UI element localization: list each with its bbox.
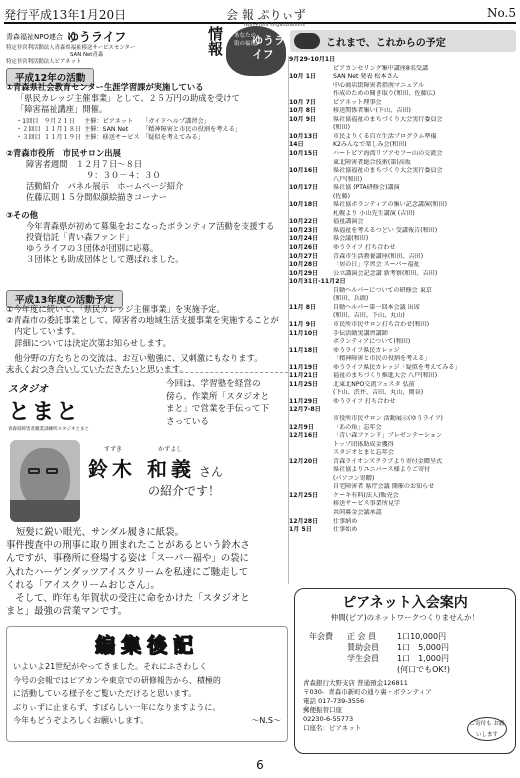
schedule-date: 10月 9日 bbox=[289, 115, 317, 123]
schedule-text: 青森市生活教養講座(和田、吉田) bbox=[333, 252, 424, 260]
join-title: ピアネット入会案内 bbox=[342, 595, 468, 611]
schedule-text: ピアネット理事会 bbox=[333, 98, 382, 106]
schedule-item bbox=[289, 210, 518, 219]
schedule-date: 10月 1日 bbox=[289, 73, 317, 81]
schedule-date: 10月28日 bbox=[289, 261, 319, 269]
editorial-signature: ～N.S～ bbox=[251, 716, 281, 725]
schedule-text: 共同募金会議承認 bbox=[333, 508, 382, 516]
schedule-header bbox=[290, 30, 516, 52]
join-addr-label: 〒030- bbox=[303, 688, 325, 696]
fee-note: (何口でもOK!) bbox=[397, 665, 450, 674]
schedule-date bbox=[289, 500, 333, 509]
schedule-item bbox=[289, 244, 518, 253]
studio-body bbox=[6, 526, 288, 618]
schedule-item bbox=[289, 518, 518, 527]
schedule-item bbox=[289, 381, 518, 390]
studio-logo-name: とまと bbox=[8, 400, 81, 425]
h12-s2-title: ②青森市役所 市民サロン出展 bbox=[6, 147, 121, 158]
schedule-text: 「青い森ファンド」プレゼンテーション bbox=[333, 432, 443, 440]
schedule-text: 移送サービス事業所見学 bbox=[333, 500, 401, 508]
schedule-date: 10月13日 bbox=[289, 132, 319, 140]
schedule-item bbox=[289, 56, 518, 65]
h13-line: 他分野の方たちとの交流は、お互い勉強に、又刺激にもなります。 bbox=[6, 352, 263, 363]
schedule-text: 福祉講演会 bbox=[333, 218, 364, 226]
schedule-text: 「精神障害と市民の役割を考える」 bbox=[333, 355, 431, 363]
join-subtitle: 仲間(ピア)のネットワークつくりませんか！ bbox=[330, 613, 480, 622]
schedule-item bbox=[289, 406, 518, 415]
schedule-date bbox=[289, 466, 333, 475]
banner-title: ゆうライフ bbox=[252, 34, 285, 61]
schedule-date: 11月19日 bbox=[289, 363, 319, 371]
schedule-list bbox=[288, 56, 518, 584]
schedule-date: 10月26日 bbox=[289, 244, 319, 252]
schedule-date: 10月22日 bbox=[289, 218, 319, 226]
schedule-item bbox=[289, 389, 518, 398]
schedule-date bbox=[289, 449, 333, 458]
schedule-date bbox=[289, 193, 333, 202]
schedule-date: 10月16日 bbox=[289, 167, 319, 175]
schedule-text: 県社協福祉のまちづくり大会実行委員会 bbox=[333, 167, 443, 175]
schedule-item bbox=[289, 295, 518, 304]
schedule-item bbox=[289, 235, 518, 244]
schedule-date bbox=[289, 389, 333, 398]
h13-line: ②青森市の委託事業として、障害者の地域生活支援事業を実施することが bbox=[6, 315, 279, 326]
schedule-date: 12月20日 bbox=[289, 457, 319, 465]
schedule-item bbox=[289, 372, 518, 381]
schedule-text: SAN Net 発表 松本さん bbox=[333, 73, 399, 81]
schedule-item bbox=[289, 432, 518, 441]
schedule-text: ゆうライフ県民カレッジ「疑似を考えてみる」 bbox=[333, 363, 461, 371]
schedule-item bbox=[289, 167, 518, 176]
join-fax: 02230-6-55773 bbox=[303, 715, 354, 723]
schedule-date: 11月 8日 bbox=[289, 303, 317, 311]
schedule-text: 県社協福祉のまちづくり大会実行委員会 bbox=[333, 115, 443, 123]
schedule-text: スタジオとまと忘年会 bbox=[333, 449, 394, 457]
h12-s3-title: ③その他 bbox=[6, 209, 38, 220]
editorial-line: いよいよ21世紀がやってきました。それにふさわしく bbox=[13, 662, 208, 671]
fee-row: 学生会員 1口 1,000円 bbox=[347, 654, 449, 663]
org-line-3: SAN Net青森 bbox=[70, 52, 104, 58]
studio-logo-top: スタジオ bbox=[8, 384, 48, 395]
h12-s1-line3: 「障害福祉講座」開催。 bbox=[16, 104, 108, 115]
schedule-item bbox=[289, 261, 518, 270]
schedule-item bbox=[289, 193, 518, 202]
h12-s2-line: 佐藤広則１５分間似顔絵描きコーナー bbox=[26, 192, 168, 203]
schedule-text: ゆうライフ 打ち合わせ bbox=[333, 397, 396, 405]
schedule-date: 11月21日 bbox=[289, 372, 319, 380]
schedule-text bbox=[333, 278, 518, 287]
schedule-date bbox=[289, 338, 333, 347]
schedule-date: 10月18日 bbox=[289, 201, 319, 209]
schedule-date bbox=[289, 312, 333, 321]
schedule-item bbox=[289, 398, 518, 407]
schedule-date: 12月28日 bbox=[289, 517, 319, 525]
schedule-date bbox=[289, 176, 333, 185]
schedule-date bbox=[289, 287, 333, 296]
h12-s2-line: 活動紹介 パネル展示 ホームページ紹介 bbox=[26, 181, 184, 192]
schedule-item bbox=[289, 475, 518, 484]
schedule-text: 仕事始め bbox=[333, 526, 358, 534]
schedule-date: 11月25日 bbox=[289, 380, 319, 388]
h13-line: 末永くおつき合いしていただきたいと思います。 bbox=[6, 364, 188, 375]
schedule-text: 県社協ボランティアの集い記念講演(和田) bbox=[333, 201, 447, 209]
schedule-item bbox=[289, 526, 518, 535]
schedule-item bbox=[289, 312, 518, 321]
schedule-text: 市民所市民サロン打ち合わせ(和田) bbox=[333, 320, 430, 328]
studio-name-block bbox=[88, 444, 288, 499]
schedule-item bbox=[289, 116, 518, 125]
schedule-item bbox=[289, 253, 518, 262]
schedule-text: 県社協 (PTA研修会)講演 bbox=[333, 184, 400, 192]
schedule-date bbox=[289, 210, 333, 219]
schedule-date: 11月 9日 bbox=[289, 320, 317, 328]
studio-body-line: 入れたハーゲンダッツアイスクリームを私達にご馳走して bbox=[6, 566, 249, 578]
h12-s1-title: ①青森県社会教育センター生涯学習課が実施している bbox=[6, 82, 204, 92]
schedule-item bbox=[289, 458, 518, 467]
editorial-line: 今年もどうぞよろしくお願いします。 bbox=[13, 716, 149, 725]
schedule-date: 1月 5日 bbox=[289, 526, 312, 534]
schedule-date bbox=[289, 65, 333, 74]
org-line-2: 特定非営利活動法人青森県福祉移送サービスセンター bbox=[6, 45, 136, 51]
schedule-date: 14日 bbox=[289, 141, 304, 149]
schedule-date bbox=[289, 90, 333, 99]
h13-line: 内定しています。 bbox=[6, 326, 81, 337]
schedule-item bbox=[289, 500, 518, 509]
schedule-date: 12月7-8日 bbox=[289, 406, 321, 414]
banner-sub-1: あなたの bbox=[234, 33, 257, 39]
join-phone: 電話 017-739-3556 bbox=[303, 697, 365, 705]
schedule-item bbox=[289, 141, 518, 150]
banner-sub-2: 街の福祉 bbox=[234, 41, 257, 47]
schedule-date bbox=[289, 415, 333, 424]
studio-intro-line: さっている bbox=[166, 416, 209, 427]
schedule-text: ハートピア海湾リプアセフー山の交流会 bbox=[333, 150, 443, 158]
schedule-text: 手伝活動実講習講師 bbox=[333, 329, 388, 337]
schedule-date: 9月29-10月1日 bbox=[289, 56, 336, 63]
schedule-text: ピアカンセリング集中講座8名受講 bbox=[333, 64, 429, 72]
seminar-row: ・1回目 ９月２１日 主催：ピアネット 「ガイドヘルプ講習会」 bbox=[16, 117, 210, 125]
schedule-item bbox=[289, 150, 518, 159]
schedule-text: (和田、兵頭) bbox=[333, 295, 369, 303]
studio-body-line: んですが、事務所に登場する姿は「スーパー福や」の袋に bbox=[6, 553, 249, 565]
schedule-text: 札幌より 小山先生講演 (吉田) bbox=[333, 209, 415, 217]
schedule-item bbox=[289, 184, 518, 193]
schedule-item bbox=[289, 133, 518, 142]
schedule-text: ケーキ有料(法人)販売会 bbox=[333, 491, 399, 499]
schedule-item bbox=[289, 107, 518, 116]
studio-body-line: くれる「アイスクリームおじさん」。 bbox=[6, 579, 160, 591]
schedule-text: 県会議(和田) bbox=[333, 235, 369, 243]
schedule-item bbox=[289, 73, 518, 82]
schedule-item bbox=[289, 201, 518, 210]
schedule-text: 青森ライオンズクラブより寄付金贈呈式 bbox=[333, 457, 443, 465]
schedule-date bbox=[289, 82, 333, 91]
schedule-date: 10月15日 bbox=[289, 150, 319, 158]
org-line-4: 特定非営利活動法人ピアネット bbox=[6, 59, 82, 65]
schedule-item bbox=[289, 218, 518, 227]
issue-number: No.5 bbox=[487, 6, 516, 20]
schedule-text bbox=[333, 56, 518, 65]
schedule-date bbox=[289, 441, 333, 450]
schedule-text: K2みんなで楽しみ会(和田) bbox=[333, 141, 407, 149]
h12-s1-line2: 「県民カレッジ主催事業」として、２５万円の助成を受けて bbox=[16, 93, 240, 104]
schedule-item bbox=[289, 321, 518, 330]
banner-label: 情報 bbox=[206, 26, 224, 56]
schedule-date: 10月 7日 bbox=[289, 98, 317, 106]
schedule-text: ゆうライフ県民カレッジ bbox=[333, 346, 400, 354]
fee-row: 正 会 員 1口10,000円 bbox=[347, 632, 447, 641]
schedule-date: 10月24日 bbox=[289, 235, 319, 243]
schedule-text: 東北障害者総合技術(第)高坂 bbox=[333, 158, 411, 166]
schedule-date bbox=[289, 295, 333, 304]
studio-body-line: 短髪に鋭い眼光、サンダル履きに紙袋。 bbox=[16, 527, 184, 538]
schedule-item bbox=[289, 287, 518, 296]
schedule-text: (下山、渋井、吉田、丸山、岡谷) bbox=[333, 389, 424, 397]
schedule-item bbox=[289, 65, 518, 74]
studio-logo-sub: 青森県障害者職業訓練所スタジオとまと bbox=[8, 427, 89, 432]
schedule-item bbox=[289, 424, 518, 433]
page-header bbox=[4, 4, 516, 24]
portrait-photo bbox=[10, 440, 80, 522]
schedule-item bbox=[289, 124, 518, 133]
editorial-line: に活動している様子をご覧いただけると思います。 bbox=[13, 689, 197, 698]
schedule-item bbox=[289, 278, 518, 287]
schedule-date bbox=[289, 124, 333, 133]
donation-stamp: ご寄付も お願いします bbox=[467, 717, 507, 741]
schedule-text: 北東北NPO交流フェスタ 弘前 bbox=[333, 380, 415, 388]
banner-kicker: Non-Profit Organizations bbox=[244, 22, 305, 28]
schedule-item bbox=[289, 270, 518, 279]
schedule-text: 市民よりくる自立生活プログラム準備 bbox=[333, 132, 437, 140]
editorial-box bbox=[6, 626, 288, 742]
newsletter-title: 会 報 ぷりぃず bbox=[226, 8, 306, 22]
h12-s2-line: 障害者週間 １２月７日～８日 bbox=[26, 158, 143, 169]
schedule-text: 「あの角」忘年会 bbox=[333, 423, 382, 431]
schedule-date: 10月29日 bbox=[289, 269, 319, 277]
seminar-row: ・３回目 １１月１９日 主催：移送サービス 「疑似を考えてみる」 bbox=[16, 133, 204, 141]
fee-label: 年会費 bbox=[309, 632, 333, 641]
studio-intro-line: 今回は、学習塾を経営の bbox=[166, 379, 261, 389]
schedule-date: 10月23日 bbox=[289, 226, 319, 234]
h13-line: ①今年度に続いて、「県民カレッジ主催事業」を実施予定。 bbox=[6, 304, 225, 314]
schedule-date bbox=[289, 475, 333, 484]
schedule-item bbox=[289, 176, 518, 185]
schedule-date: 11月10日 bbox=[289, 329, 319, 337]
schedule-text: 中心商店街障害者指南マニュアル bbox=[333, 81, 425, 89]
schedule-item bbox=[289, 492, 518, 501]
join-bank: 青森銀行大野支店 普通預金126811 bbox=[303, 679, 408, 687]
schedule-text: 八戸(和田) bbox=[333, 175, 363, 183]
join-holder: 口座名：ピアネット bbox=[303, 724, 362, 732]
h13-tag: 平成13年度の活動予定 bbox=[6, 290, 123, 308]
schedule-text: 県福祉を考えるつどい 受講報告(和田) bbox=[333, 226, 438, 234]
studio-body-line: まと」最強の営業マンです。 bbox=[6, 606, 128, 618]
schedule-date: 12月9日 bbox=[289, 423, 314, 431]
editorial-title: 編集後記 bbox=[95, 633, 199, 657]
schedule-text: ボランティアについて(和田) bbox=[333, 338, 411, 346]
schedule-text: 移送関係者集い(下山、吉田) bbox=[333, 107, 411, 115]
schedule-text: トップ団体助成金獲得 bbox=[333, 440, 394, 448]
schedule-item bbox=[289, 364, 518, 373]
schedule-text: 仕事納め bbox=[333, 517, 358, 525]
schedule-date: 11月29日 bbox=[289, 397, 319, 405]
issue-date: 発行平成13年1月20日 bbox=[4, 8, 127, 22]
schedule-item bbox=[289, 415, 518, 424]
studio-body-line: 事件捜査中の刑事に取り囲まれたことがあるという鈴木さ bbox=[6, 540, 250, 552]
schedule-text: ゆうライフ 打ち合わせ bbox=[333, 244, 396, 252]
schedule-date bbox=[289, 509, 333, 518]
h12-s3-line: ゆうライフの３団体が団別に応募。 bbox=[26, 243, 159, 254]
join-addr: 青森市新町の通り裏・ボランティア bbox=[328, 688, 432, 696]
org-line-1: 青森福祉NPO連合 bbox=[6, 32, 63, 41]
schedule-title: これまで、これからの予定 bbox=[326, 38, 446, 49]
h12-s3-line: 今年青森県が初めて募集をおこなったボランティア活動を支援する bbox=[26, 220, 275, 231]
schedule-item bbox=[289, 90, 518, 99]
schedule-text bbox=[333, 406, 518, 415]
schedule-date bbox=[289, 483, 333, 492]
studio-intro-line: 傍ら、作業所「スタジオと bbox=[166, 391, 270, 402]
schedule-icon bbox=[294, 33, 320, 49]
schedule-text: 自宅障害者 県庁会議 開催のお知らせ bbox=[333, 483, 435, 491]
schedule-item bbox=[289, 347, 518, 356]
schedule-date: 12月16日 bbox=[289, 432, 319, 440]
seminar-row: ・２回目 １１月１８日 主催：SAN Net 「精神障害と市民の役割を考える」 bbox=[16, 125, 241, 133]
schedule-text: (和田) bbox=[333, 124, 350, 132]
schedule-item bbox=[289, 304, 518, 313]
ruby-given: かずよし bbox=[158, 446, 183, 453]
schedule-date: 10月17日 bbox=[289, 184, 319, 192]
studio-intro-line: まと」で営業を手伝って下 bbox=[166, 404, 270, 414]
schedule-item bbox=[289, 82, 518, 91]
h12-section bbox=[6, 82, 288, 266]
schedule-item bbox=[289, 99, 518, 108]
schedule-text: (佐藤) bbox=[333, 192, 350, 200]
schedule-item bbox=[289, 227, 518, 236]
schedule-item bbox=[289, 483, 518, 492]
h12-tag: 平成12年の活動 bbox=[6, 68, 94, 86]
studio-intro-end: の紹介です！ bbox=[148, 484, 221, 498]
studio-logo bbox=[8, 380, 98, 442]
schedule-date: 12月25日 bbox=[289, 491, 319, 499]
editorial-line: 今号の会報ではピアカンや東京での研修報告から、積極的 bbox=[13, 675, 221, 685]
page-number: 6 bbox=[256, 758, 264, 772]
schedule-date bbox=[289, 159, 333, 168]
schedule-text: 自動ヘルパーについての研修会 東京 bbox=[333, 286, 432, 294]
schedule-item bbox=[289, 355, 518, 364]
studio-intro bbox=[166, 378, 286, 428]
studio-person-suffix: さん bbox=[198, 465, 223, 479]
schedule-item bbox=[289, 338, 518, 347]
schedule-item bbox=[289, 159, 518, 168]
schedule-item bbox=[289, 449, 518, 458]
join-box bbox=[294, 588, 516, 754]
h12-s2-line: ９：３０－４：３０ bbox=[86, 170, 161, 181]
schedule-text: 作成のための聞き取り(和田、佐藤広) bbox=[333, 90, 436, 98]
schedule-text: (和田、吉田、下山、丸山) bbox=[333, 312, 405, 320]
studio-body-line: そして、昨年も年賀状の受注に命をかけた「スタジオと bbox=[6, 593, 250, 605]
schedule-item bbox=[289, 509, 518, 518]
org-brand: ゆうライフ bbox=[66, 30, 127, 44]
schedule-date bbox=[289, 355, 333, 364]
h12-s3-line: 投資信託「青い森ファンド」 bbox=[26, 232, 134, 243]
schedule-text: 「居の日」学習会 スーパー福祉 bbox=[333, 261, 420, 269]
schedule-text: 公立講演会記念講 新考察(和田、吉田) bbox=[333, 269, 438, 277]
schedule-date: 10月27日 bbox=[289, 252, 319, 260]
schedule-text: 福祉のまちづくり推進大会 八戸(和田) bbox=[333, 372, 438, 380]
schedule-item bbox=[289, 441, 518, 450]
schedule-text: 市役所市民サロン 活動展示(ゆうライフ) bbox=[333, 414, 443, 422]
schedule-text: 自動ヘルパー第一回本会議 出席 bbox=[333, 303, 420, 311]
ruby-family: すずき bbox=[104, 446, 123, 453]
schedule-item bbox=[289, 330, 518, 339]
h13-section bbox=[6, 304, 288, 375]
studio-person-name: 鈴木 和義 bbox=[88, 457, 195, 481]
h13-line: 詳細については決定次第お知らせします。 bbox=[6, 337, 171, 348]
studio-divider bbox=[6, 372, 288, 373]
schedule-date: 11月18日 bbox=[289, 346, 319, 354]
fee-row: 賛助会員 1口 5,000円 bbox=[347, 643, 449, 652]
editorial-line: ぶりぃずに止まらず、すばらしい一年になりますように。 bbox=[13, 702, 221, 712]
h12-s3-line: ３団体とも助成団体として選ばれました。 bbox=[26, 254, 184, 265]
schedule-text: (パソコン寄贈) bbox=[333, 474, 375, 482]
org-masthead bbox=[6, 28, 196, 64]
schedule-date: 10月31日-11月2日 bbox=[289, 278, 346, 286]
schedule-date: 10月 8日 bbox=[289, 107, 317, 115]
schedule-text: 県社協よりユニバース様よりご寄付 bbox=[333, 466, 431, 474]
schedule-item bbox=[289, 466, 518, 475]
join-fax-label: 郵便振替口座 bbox=[303, 706, 342, 714]
portrait-face bbox=[20, 448, 70, 508]
